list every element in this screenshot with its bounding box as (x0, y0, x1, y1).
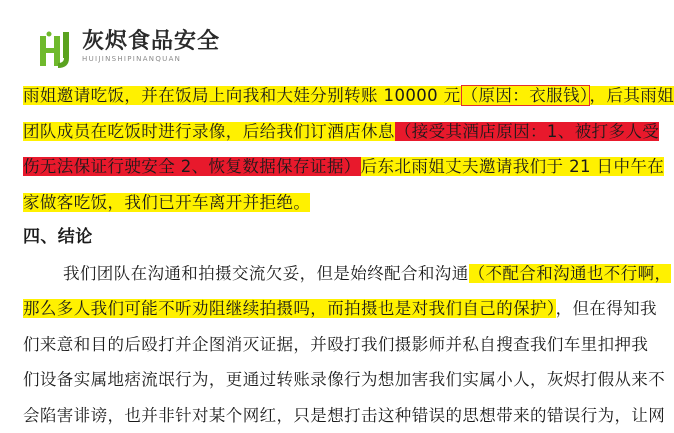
highlight-yellow: 那么多人我们可能不听劝阻继续拍摄吗，而拍摄也是对我们自己的保护） (23, 299, 556, 318)
plain-text: ，但在得知我 (556, 299, 657, 318)
highlight-red: （接受其酒店原因：1、被打多人受 (395, 122, 659, 141)
brand-logo-icon (38, 30, 76, 70)
highlight-yellow: 后东北雨姐丈夫邀请我们于 21 日中午在 (361, 157, 665, 176)
highlight-boxed: （原因：衣服钱） (461, 85, 590, 106)
section-heading: 四、结论 (23, 220, 623, 256)
highlight-yellow: 雨姐邀请吃饭，并在饭局上向我和大娃分别转账 10000 元 (23, 86, 461, 105)
logo-subtitle: HUIJINSHIPINANQUAN (82, 54, 220, 64)
highlight-yellow: （不配合和沟通也不行啊， (469, 264, 672, 283)
highlight-yellow: 家做客吃饭，我们已开车离开并拒绝。 (23, 193, 310, 212)
logo-title: 灰烬食品安全 (82, 30, 220, 54)
plain-text: 我们团队在沟通和拍摄交流欠妥，但是始终配合和沟通 (63, 264, 469, 283)
highlight-yellow: 团队成员在吃饭时进行录像，后给我们订酒店休息 (23, 122, 395, 141)
doc-line (23, 291, 623, 327)
highlight-red: 伤无法保证行驶安全 2、恢复数据保存证据） (23, 157, 361, 176)
doc-line: 们设备实属地痞流氓行为，更通过转账录像行为想加害我们实属小人，灰烬打假从来不 (23, 362, 623, 398)
doc-line (23, 78, 623, 114)
highlight-yellow: ，后其雨姐 (590, 86, 674, 105)
doc-line (23, 149, 623, 185)
document-body (23, 78, 623, 433)
doc-line (23, 114, 623, 150)
doc-line: 会陷害诽谤，也并非针对某个网红，只是想打击这种错误的思想带来的错误行为，让网 (23, 398, 623, 433)
doc-line (23, 256, 623, 292)
doc-line (23, 185, 623, 221)
doc-line: 们来意和目的后殴打并企图消灭证据，并殴打我们摄影师并私自搜查我们车里扣押我 (23, 327, 623, 363)
logo (38, 30, 220, 70)
